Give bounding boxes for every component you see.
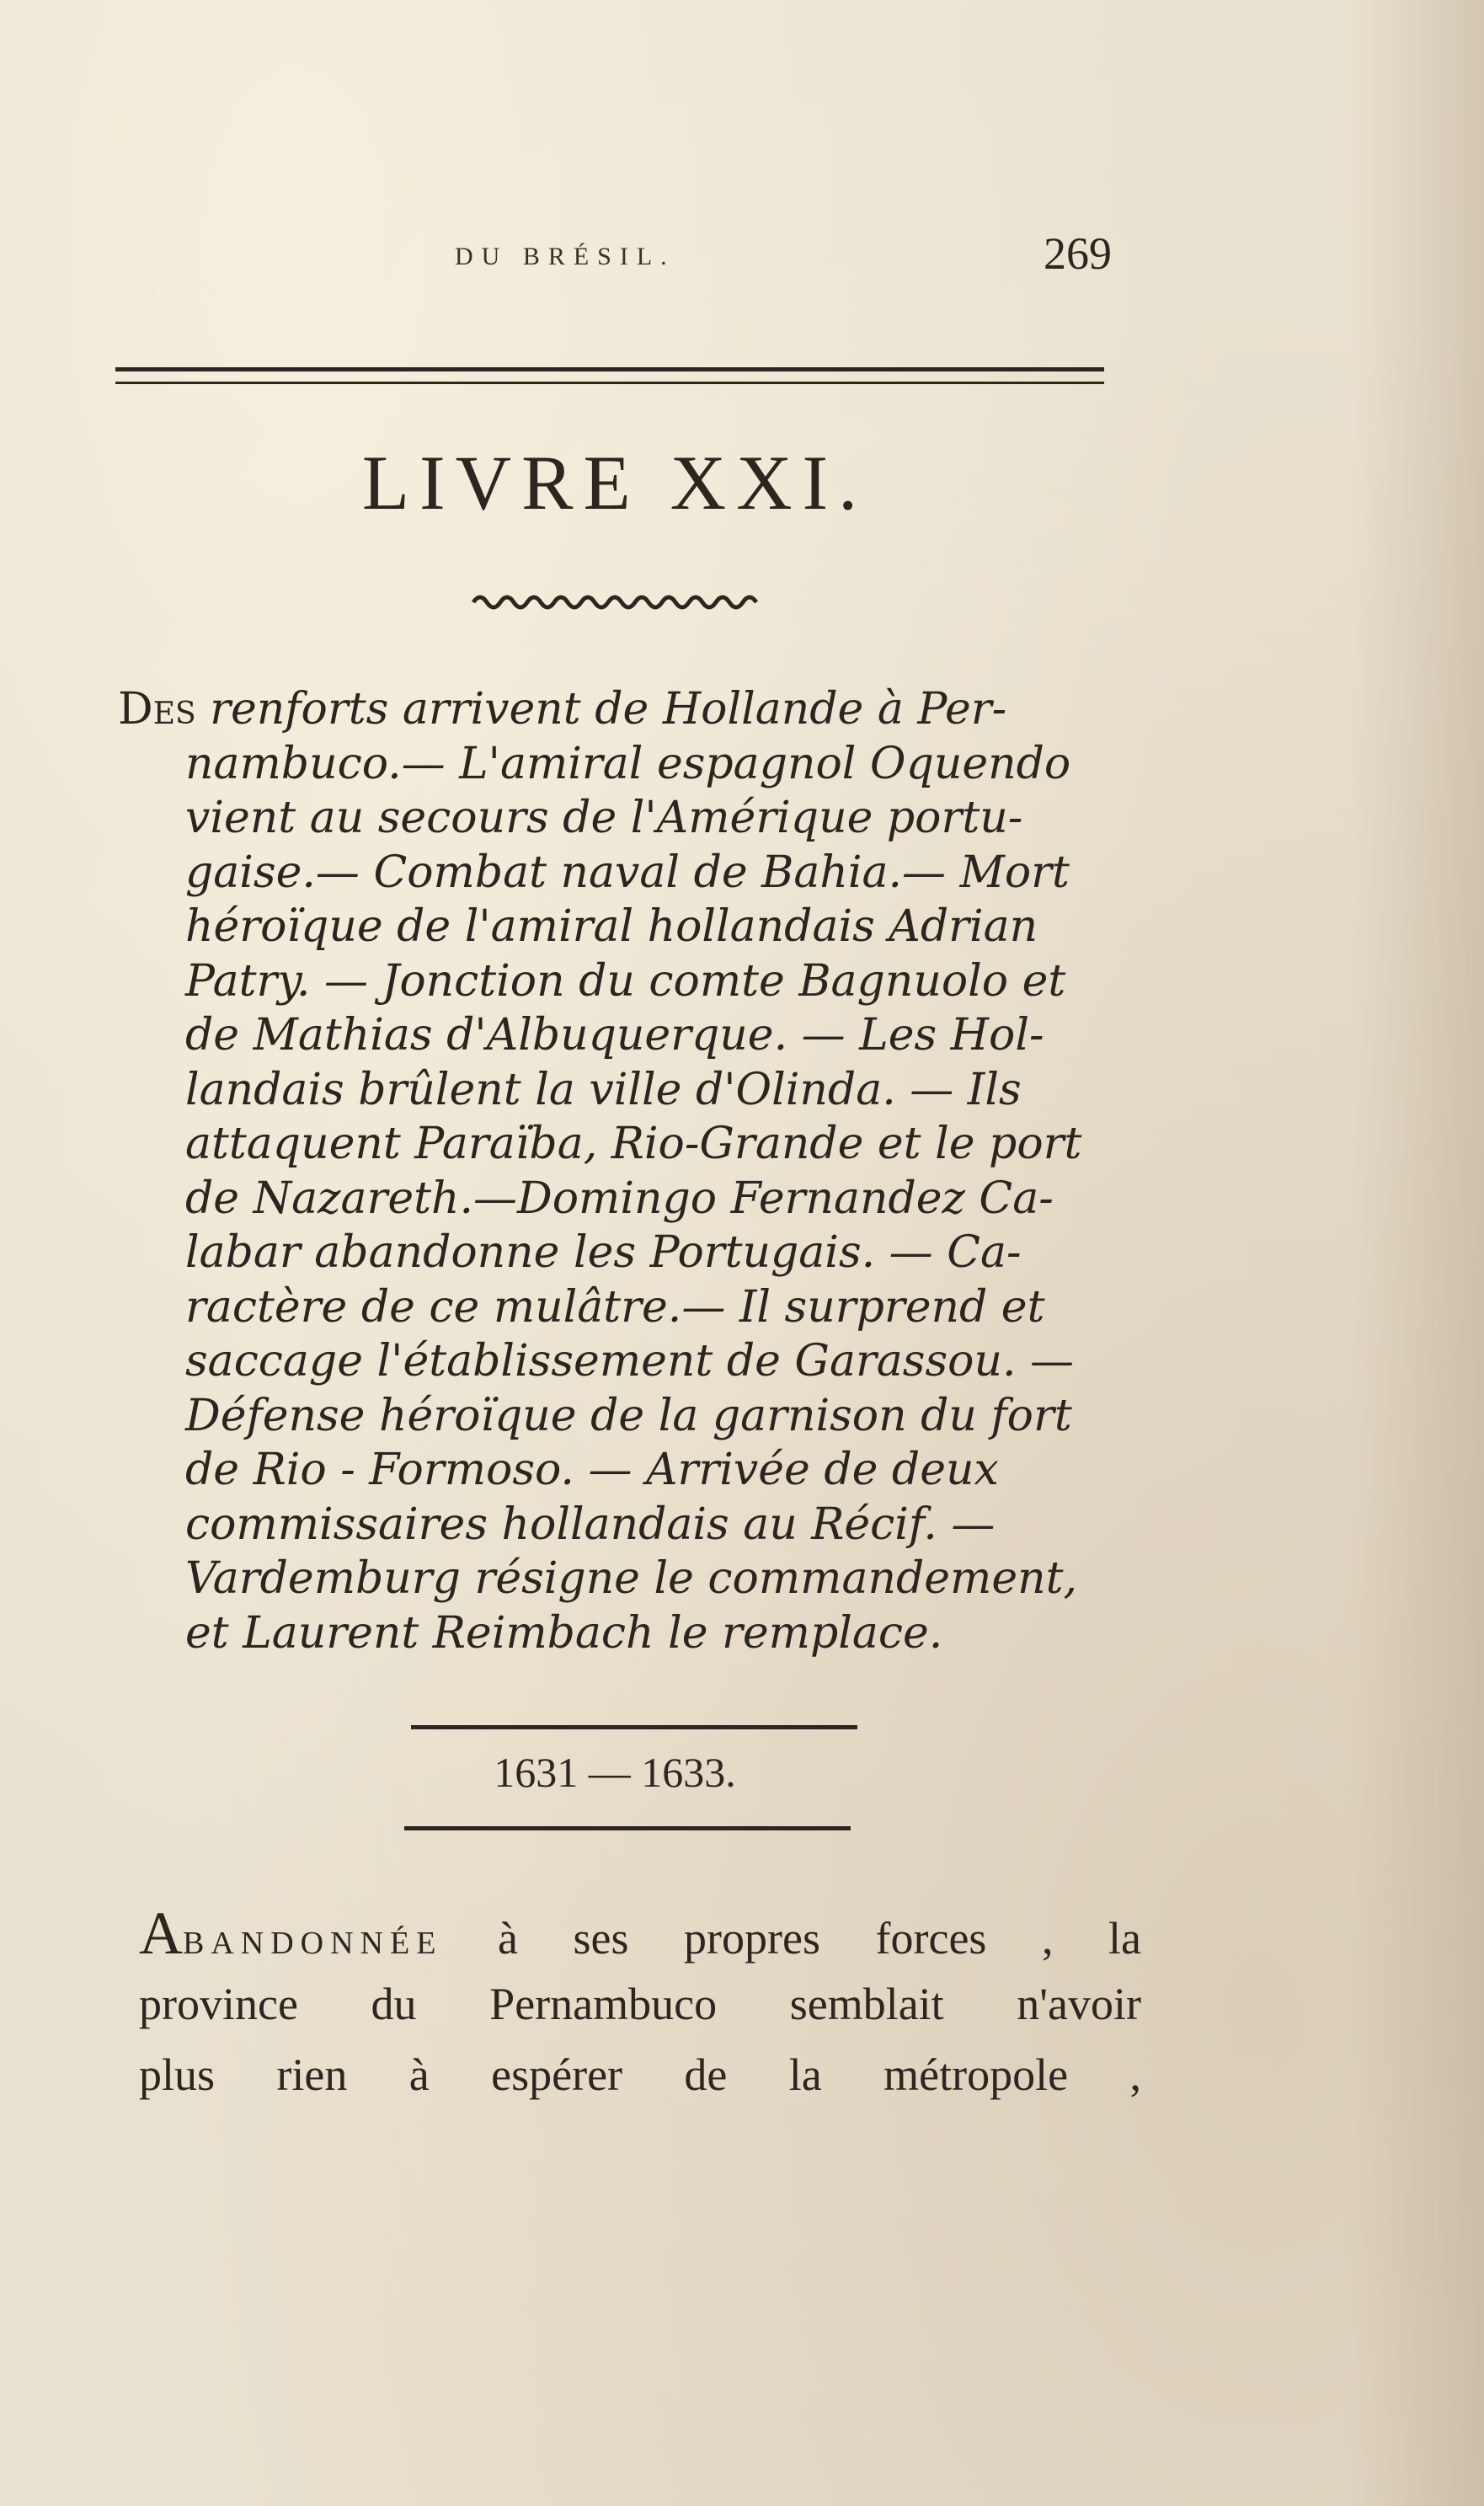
summary-lead-word: Des (118, 684, 196, 735)
chapter-summary (118, 682, 1129, 1660)
body-text (139, 1898, 1141, 2110)
summary-line: et Laurent Reimbach le remplace. (185, 1607, 943, 1659)
smallcaps-word: bandonnée (183, 1913, 443, 1964)
running-head: DU BRÉSIL. (455, 243, 675, 270)
drop-cap: A (139, 1900, 183, 1967)
wavy-ornament (472, 590, 758, 615)
summary-line: commissaires hollandais au Récif. — (185, 1499, 996, 1550)
summary-line: ractère de ce mulâtre.— Il surprend et (185, 1281, 1045, 1333)
summary-line: gaise.— Combat naval de Bahia.— Mort (185, 847, 1070, 898)
chapter-title: LIVRE XXI. (361, 440, 868, 526)
summary-line: vient au secours de l'Amérique portu- (185, 793, 1023, 843)
summary-line: saccage l'établissement de Garassou. — (185, 1336, 1075, 1387)
summary-line: de Rio - Formoso. — Arrivée de deux (185, 1445, 999, 1495)
summary-line: de Mathias d'Albuquerque. — Les Hol- (185, 1010, 1044, 1061)
body-line: province du Pernambuco semblait n'avoir (139, 1979, 1141, 2029)
dates-rule-top (411, 1725, 857, 1729)
summary-line: attaquent Paraïba, Rio-Grande et le port (185, 1119, 1082, 1169)
summary-line: Défense héroïque de la garnison du fort (185, 1390, 1072, 1441)
summary-line: labar abandonne les Portugais. — Ca- (185, 1227, 1022, 1278)
dates-rule-bottom (404, 1826, 851, 1830)
summary-line: landais brûlent la ville d'Olinda. — Ils (185, 1064, 1022, 1115)
summary-line: Des renforts arrivent de Hollande à Per- (118, 684, 1007, 735)
body-line: Abandonnée à ses propres forces , la (139, 1900, 1141, 1967)
page-number: 269 (1044, 228, 1112, 279)
date-range: 1631 — 1633. (494, 1749, 736, 1796)
header-double-rule (115, 367, 1104, 384)
page-header (118, 227, 1112, 295)
summary-line: Vardemburg résigne le commandement, (185, 1553, 1078, 1604)
summary-line: Patry. — Jonction du comte Bagnuolo et (185, 955, 1066, 1007)
summary-line: nambuco.— L'amiral espagnol Oquendo (185, 738, 1071, 789)
page-edge-shadow (1349, 0, 1484, 2506)
summary-line: héroïque de l'amiral hollandais Adrian (185, 901, 1038, 952)
summary-line: de Nazareth.—Domingo Fernandez Ca- (185, 1173, 1054, 1224)
body-line: plus rien à espérer de la métropole , (139, 2049, 1141, 2100)
